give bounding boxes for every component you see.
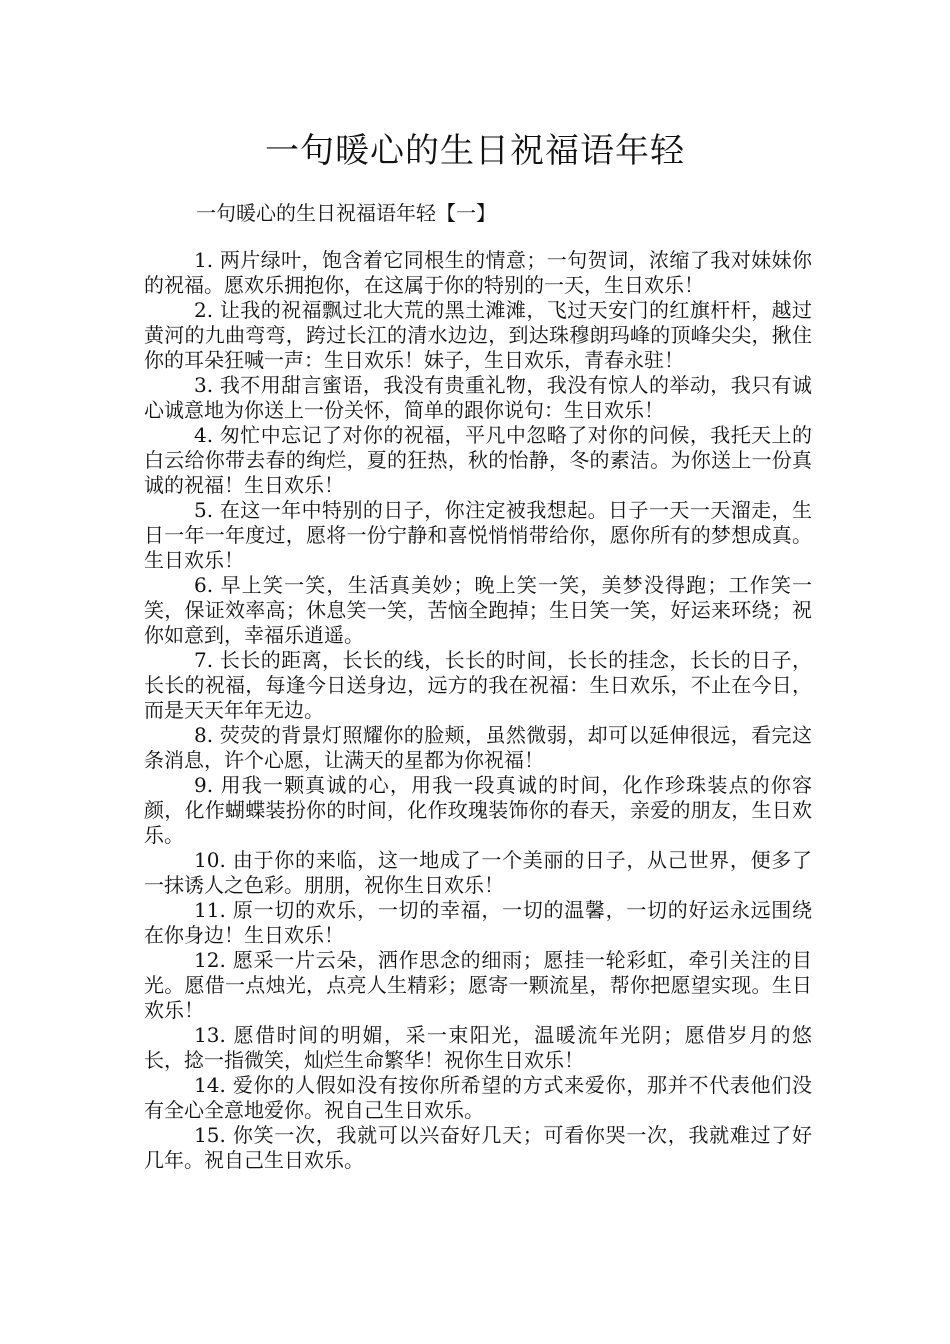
- section-heading: 一句暖心的生日祝福语年轻【一】: [196, 201, 496, 225]
- list-item: 1. 两片绿叶，饱含着它同根生的情意；一句贺词，浓缩了我对妹妹你的祝福。愿欢乐拥抱你，在这属于你的特别的一天，生日欢乐！: [144, 248, 812, 297]
- list-item: 2. 让我的祝福飘过北大荒的黑土滩滩，飞过天安门的红旗杆杆，越过黄河的九曲弯弯，跨过长江的清水边边，到达珠穆朗玛峰的顶峰尖尖，揪住你的耳朵狂喊一声：生日欢乐！妹子，生日欢乐，青春永驻！: [144, 298, 812, 372]
- list-item: 5. 在这一年中特别的日子，你注定被我想起。日子一天一天溜走，生日一年一年度过，愿将一份宁静和喜悦悄悄带给你，愿你所有的梦想成真。生日欢乐！: [144, 498, 812, 572]
- list-item: 13. 愿借时间的明媚，采一束阳光，温暖流年光阴；愿借岁月的悠长，捻一指微笑，灿烂生命繁华！祝你生日欢乐！: [144, 1023, 812, 1072]
- page-title: 一句暖心的生日祝福语年轻: [265, 131, 685, 171]
- list-item: 4. 匆忙中忘记了对你的祝福，平凡中忽略了对你的问候，我托天上的白云给你带去春的绚烂，夏的狂热，秋的怡静，冬的素洁。为你送上一份真诚的祝福！生日欢乐！: [144, 423, 812, 497]
- list-item: 15. 你笑一次，我就可以兴奋好几天；可看你哭一次，我就难过了好几年。祝自己生日欢乐。: [144, 1123, 812, 1172]
- list-item: 11. 原一切的欢乐，一切的幸福，一切的温馨，一切的好运永远围绕在你身边！生日欢乐！: [144, 898, 812, 947]
- list-item: 9. 用我一颗真诚的心，用我一段真诚的时间，化作珍珠装点的你容颜，化作蝴蝶装扮你的时间，化作玫瑰装饰你的春天，亲爱的朋友，生日欢乐。: [144, 773, 812, 847]
- list-item: 14. 爱你的人假如没有按你所希望的方式来爱你，那并不代表他们没有全心全意地爱你。祝自己生日欢乐。: [144, 1073, 812, 1122]
- list-item: 8. 荧荧的背景灯照耀你的脸颊，虽然微弱，却可以延伸很远，看完这条消息，许个心愿，让满天的星都为你祝福！: [144, 723, 812, 772]
- list-item: 3. 我不用甜言蜜语，我没有贵重礼物，我没有惊人的举动，我只有诚心诚意地为你送上一份关怀，简单的跟你说句：生日欢乐！: [144, 373, 812, 422]
- wish-list: [144, 248, 812, 1173]
- list-item: 6. 早上笑一笑，生活真美妙；晚上笑一笑，美梦没得跑；工作笑一笑，保证效率高；休息笑一笑，苦恼全跑掉；生日笑一笑，好运来环绕；祝你如意到，幸福乐逍遥。: [144, 573, 812, 647]
- list-item: 12. 愿采一片云朵，洒作思念的细雨；愿挂一轮彩虹，牵引关注的目光。愿借一点烛光，点亮人生精彩；愿寄一颗流星，帮你把愿望实现。生日欢乐！: [144, 948, 812, 1022]
- list-item: 10. 由于你的来临，这一地成了一个美丽的日子，从己世界，便多了一抹诱人之色彩。朋朋，祝你生日欢乐！: [144, 848, 812, 897]
- list-item: 7. 长长的距离，长长的线，长长的时间，长长的挂念，长长的日子，长长的祝福，每逢今日送身边，远方的我在祝福：生日欢乐，不止在今日，而是天天年年无边。: [144, 648, 812, 722]
